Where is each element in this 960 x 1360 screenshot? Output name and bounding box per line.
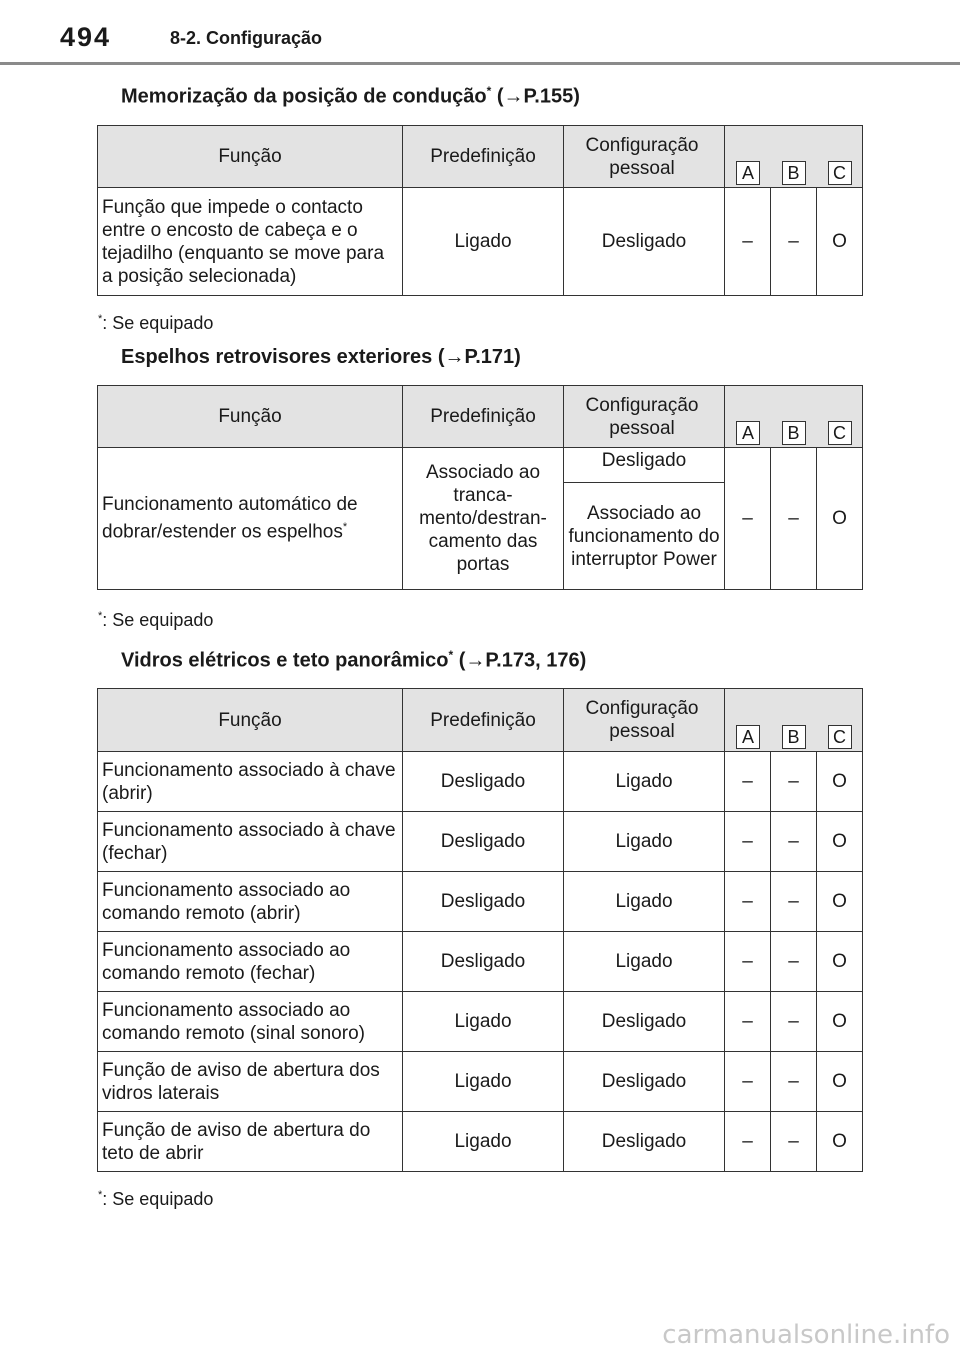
cell-configuracao: Desligado [564, 1112, 725, 1172]
section-title-driving-position: Memorização da posição de condução* (→P.155) [121, 84, 580, 108]
cell-c: O [817, 1052, 863, 1112]
footnote: *: Se equipado [98, 1189, 214, 1209]
cell-funcao: Função de aviso de abertura dos vidros laterais [98, 1052, 403, 1112]
cell-a: – [725, 1112, 771, 1172]
cell-predefinicao: Ligado [403, 1052, 564, 1112]
cell-configuracao: Ligado [564, 932, 725, 992]
watermark: carmanualsonline.info [662, 1320, 950, 1350]
header-predefinicao: Predefinição [403, 126, 564, 188]
table-row [98, 1052, 863, 1112]
table-row [98, 752, 863, 812]
header-predefinicao: Predefinição [403, 689, 564, 752]
table-row [98, 932, 863, 992]
header-configuracao-pessoal: Configuração pessoal [564, 386, 725, 448]
cell-b: – [771, 752, 817, 812]
page-reference[interactable]: (→P.173, 176) [453, 649, 587, 672]
header-predefinicao: Predefinição [403, 386, 564, 448]
cell-configuracao: Ligado [564, 812, 725, 872]
header-funcao: Função [98, 689, 403, 752]
cell-predefinicao: Desligado [403, 752, 564, 812]
cell-configuracao [564, 448, 725, 590]
cell-b: – [771, 1052, 817, 1112]
cell-configuracao: Ligado [564, 872, 725, 932]
table-row [98, 1112, 863, 1172]
cell-c: O [817, 992, 863, 1052]
footnote: *: Se equipado [98, 610, 214, 630]
header-col-b: B [771, 689, 817, 752]
cell-predefinicao: Ligado [403, 188, 564, 296]
header-col-c: C [817, 126, 863, 188]
cell-b: – [771, 872, 817, 932]
config-option-2: Associado ao funcionamento do interruptor Power [568, 502, 720, 570]
chapter-title: 8-2. Configuração [170, 28, 323, 48]
cell-predefinicao: Desligado [403, 932, 564, 992]
header-col-b: B [771, 386, 817, 448]
cell-predefinicao: Desligado [403, 812, 564, 872]
cell-configuracao: Desligado [564, 188, 725, 296]
cell-funcao: Função que impede o contacto entre o encosto de cabeça e o tejadilho (enquanto se move para a posição selecionada) [98, 188, 403, 296]
cell-a: – [725, 448, 771, 590]
cell-c: O [817, 188, 863, 296]
config-option-1: Desligado [564, 448, 724, 483]
header-funcao: Função [98, 126, 403, 188]
cell-configuracao: Ligado [564, 752, 725, 812]
header-col-b: B [771, 126, 817, 188]
table-row [98, 188, 863, 296]
cell-b: – [771, 932, 817, 992]
cell-funcao: Funcionamento associado ao comando remoto (abrir) [98, 872, 403, 932]
cell-funcao: Funcionamento associado ao comando remoto (fechar) [98, 932, 403, 992]
footnote: *: Se equipado [98, 313, 214, 333]
cell-configuracao: Desligado [564, 1052, 725, 1112]
header-funcao: Função [98, 386, 403, 448]
cell-a: – [725, 932, 771, 992]
table-row [98, 812, 863, 872]
cell-b: – [771, 992, 817, 1052]
table-row [98, 872, 863, 932]
cell-c: O [817, 448, 863, 590]
cell-a: – [725, 188, 771, 296]
page-reference[interactable]: (→P.155) [491, 85, 580, 108]
header-divider [0, 62, 960, 65]
table-row [98, 448, 863, 590]
cell-a: – [725, 812, 771, 872]
cell-b: – [771, 812, 817, 872]
cell-predefinicao: Associado ao tranca-mento/destran-camento das portas [403, 448, 564, 590]
table-row [98, 992, 863, 1052]
header-col-c: C [817, 386, 863, 448]
cell-funcao: Funcionamento automático de dobrar/estender os espelhos* [98, 448, 403, 590]
cell-c: O [817, 812, 863, 872]
cell-funcao: Função de aviso de abertura do teto de abrir [98, 1112, 403, 1172]
cell-c: O [817, 872, 863, 932]
header-col-a: A [725, 386, 771, 448]
header-configuracao-pessoal: Configuração pessoal [564, 126, 725, 188]
header-configuracao-pessoal: Configuração pessoal [564, 689, 725, 752]
cell-c: O [817, 932, 863, 992]
cell-b: – [771, 448, 817, 590]
windows-table [97, 688, 863, 1172]
cell-predefinicao: Ligado [403, 992, 564, 1052]
section-title-mirrors: Espelhos retrovisores exteriores (→P.171) [121, 346, 521, 368]
header-col-c: C [817, 689, 863, 752]
page-number: 494 [60, 22, 112, 52]
cell-funcao: Funcionamento associado à chave (abrir) [98, 752, 403, 812]
section-title-windows-sunroof: Vidros elétricos e teto panorâmico* (→P.173, 176) [121, 648, 587, 672]
cell-predefinicao: Ligado [403, 1112, 564, 1172]
cell-c: O [817, 752, 863, 812]
cell-funcao: Funcionamento associado à chave (fechar) [98, 812, 403, 872]
cell-b: – [771, 1112, 817, 1172]
mirrors-table [97, 385, 863, 590]
cell-a: – [725, 752, 771, 812]
cell-c: O [817, 1112, 863, 1172]
header-col-a: A [725, 126, 771, 188]
cell-a: – [725, 1052, 771, 1112]
driving-position-table [97, 125, 863, 296]
cell-a: – [725, 872, 771, 932]
cell-funcao: Funcionamento associado ao comando remoto (sinal sonoro) [98, 992, 403, 1052]
cell-b: – [771, 188, 817, 296]
cell-a: – [725, 992, 771, 1052]
header-col-a: A [725, 689, 771, 752]
cell-predefinicao: Desligado [403, 872, 564, 932]
page-reference[interactable]: (→P.171) [432, 346, 521, 368]
cell-configuracao: Desligado [564, 992, 725, 1052]
